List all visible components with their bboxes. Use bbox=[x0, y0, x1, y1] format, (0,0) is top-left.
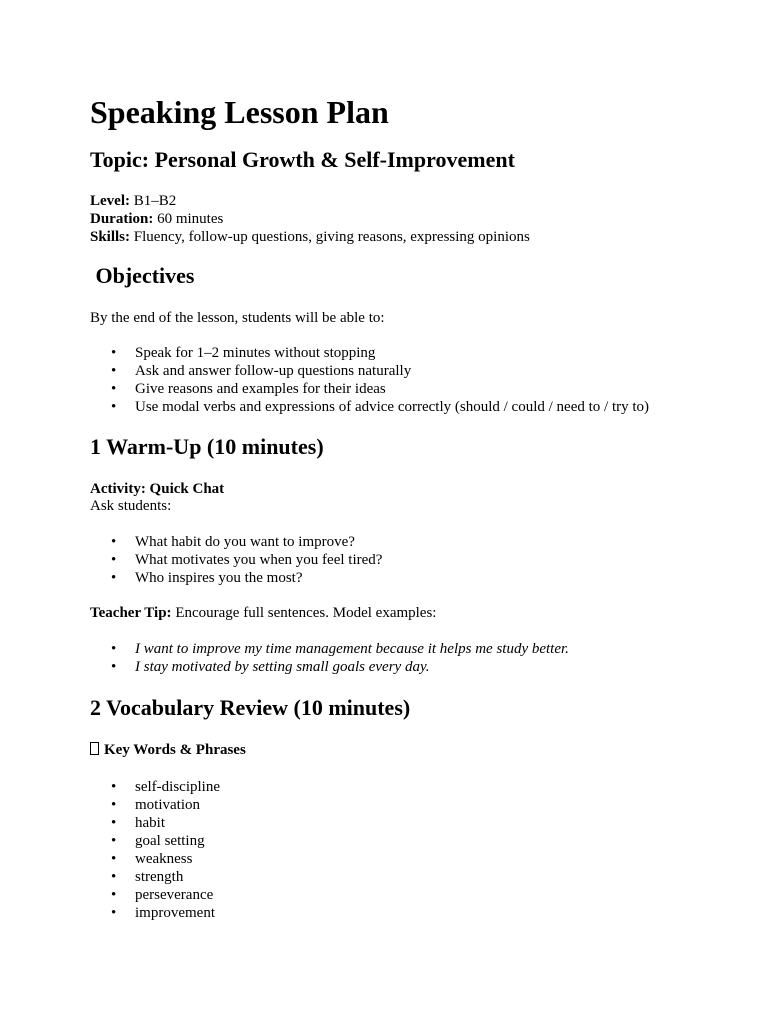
warmup-activity: Activity: Quick Chat bbox=[90, 481, 225, 497]
bullet-icon: • bbox=[111, 851, 117, 867]
list-item: • Who inspires you the most? bbox=[111, 570, 303, 586]
objectives-list bbox=[90, 344, 649, 416]
vocab-heading: 2 Vocabulary Review (10 minutes) bbox=[90, 695, 411, 720]
list-item: • perseverance bbox=[111, 887, 214, 903]
objectives-intro: By the end of the lesson, students will be able to: bbox=[90, 310, 385, 326]
bullet-icon: • bbox=[111, 534, 117, 550]
list-item: • Ask and answer follow-up questions naturally bbox=[111, 363, 412, 379]
lesson-meta bbox=[90, 192, 530, 246]
duration-label: Duration: bbox=[90, 211, 154, 227]
bullet-icon: • bbox=[111, 779, 117, 795]
objectives-heading: Objectives bbox=[90, 263, 195, 288]
list-item: • Speak for 1–2 minutes without stopping bbox=[111, 345, 376, 361]
list-item: • What motivates you when you feel tired? bbox=[111, 552, 383, 568]
bullet-icon: • bbox=[111, 833, 117, 849]
list-item: • self-discipline bbox=[111, 779, 220, 795]
topic-heading: Topic: Personal Growth & Self-Improvement bbox=[90, 147, 515, 172]
bullet-icon: • bbox=[111, 399, 117, 415]
teacher-tip bbox=[90, 604, 436, 622]
vocab-subheading-text: Key Words & Phrases bbox=[104, 742, 246, 758]
teacher-tip-text: Encourage full sentences. Model examples: bbox=[171, 605, 437, 621]
list-item: • habit bbox=[111, 815, 165, 831]
bullet-icon: • bbox=[111, 363, 117, 379]
bullet-icon: • bbox=[111, 381, 117, 397]
list-item: • weakness bbox=[111, 851, 193, 867]
bullet-icon: • bbox=[111, 659, 117, 675]
bullet-icon: • bbox=[111, 552, 117, 568]
level-line bbox=[90, 192, 530, 210]
skills-label: Skills: bbox=[90, 229, 131, 245]
bullet-icon: • bbox=[111, 905, 117, 921]
list-item: • improvement bbox=[111, 905, 215, 921]
example-sentences bbox=[90, 640, 569, 676]
level-value: B1–B2 bbox=[129, 193, 177, 209]
list-item: • motivation bbox=[111, 797, 200, 813]
skills-value: Fluency, follow-up questions, giving reasons, expressing opinions bbox=[130, 229, 530, 245]
list-item: • Use modal verbs and expressions of advice correctly (should / could / need to / try to) bbox=[111, 399, 650, 415]
warmup-ask: Ask students: bbox=[90, 498, 172, 514]
vocab-subheading bbox=[90, 740, 246, 760]
list-item: • goal setting bbox=[111, 833, 205, 849]
bullet-icon: • bbox=[111, 815, 117, 831]
duration-value: 60 minutes bbox=[153, 211, 224, 227]
list-item: • strength bbox=[111, 869, 184, 885]
bullet-icon: • bbox=[111, 797, 117, 813]
list-item: • I want to improve my time management because it helps me study better. bbox=[111, 641, 569, 657]
skills-line bbox=[90, 228, 530, 246]
page-title: Speaking Lesson Plan bbox=[90, 94, 389, 130]
bullet-icon: • bbox=[111, 345, 117, 361]
list-item: • I stay motivated by setting small goals every day. bbox=[111, 659, 430, 675]
warmup-questions bbox=[90, 533, 382, 587]
missing-glyph-icon bbox=[90, 742, 99, 755]
duration-line bbox=[90, 210, 530, 228]
bullet-icon: • bbox=[111, 641, 117, 657]
warmup-heading: 1 Warm-Up (10 minutes) bbox=[90, 434, 324, 459]
bullet-icon: • bbox=[111, 887, 117, 903]
vocab-list bbox=[90, 778, 220, 922]
bullet-icon: • bbox=[111, 570, 117, 586]
bullet-icon: • bbox=[111, 869, 117, 885]
level-label: Level: bbox=[90, 193, 130, 209]
list-item: • What habit do you want to improve? bbox=[111, 534, 355, 550]
list-item: • Give reasons and examples for their ideas bbox=[111, 381, 386, 397]
teacher-tip-label: Teacher Tip: bbox=[90, 605, 172, 621]
